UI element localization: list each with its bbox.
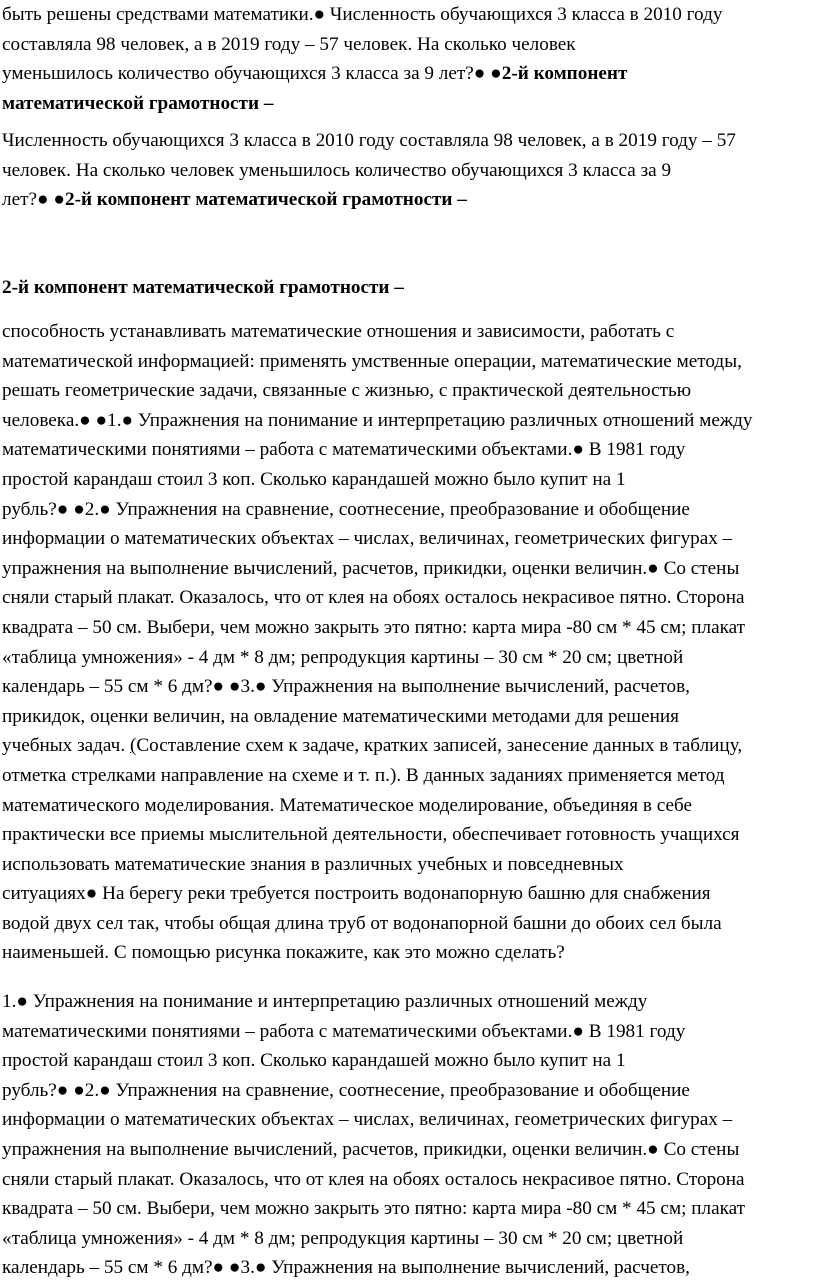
text-line (2, 0, 816, 30)
text-line (2, 1105, 816, 1135)
text-run: информации о математических объектах – числах, величинах, геометрических фигурах – (2, 1109, 733, 1131)
text-run: рубль?● ●2.● Упражнения на сравнение, соотнесение, преобразование и обобщение (2, 498, 690, 520)
text-run: использовать математические знания в различных учебных и повседневных (2, 853, 624, 875)
section-heading (2, 273, 816, 303)
text-line (2, 1135, 816, 1165)
text-run: простой карандаш стоил 3 коп. Сколько карандашей можно было купит на 1 (2, 1050, 626, 1072)
text-line (2, 987, 816, 1017)
text-run: рубль?● ●2.● Упражнения на сравнение, соотнесение, преобразование и обобщение (2, 1079, 690, 1101)
text-run: Численность обучающихся 3 класса в 2010 году составляла 98 человек, а в 2019 году – 57 (2, 130, 736, 151)
text-run: упражнения на выполнение вычислений, расчетов, прикидки, оценки величин.● Со стены (2, 1138, 740, 1160)
text-line (2, 376, 816, 406)
text-line (2, 554, 816, 584)
text-line (2, 59, 816, 89)
text-line (2, 643, 816, 673)
bold-text: математической грамотности – (2, 92, 274, 114)
text-run: квадрата – 50 см. Выбери, чем можно закрыть это пятно: карта мира -80 см * 45 см; плакат (2, 616, 746, 638)
text-run: составляла 98 человек, а в 2019 году – 57 человек. На сколько человек (2, 33, 576, 55)
text-line (2, 30, 816, 60)
text-run: простой карандаш стоил 3 коп. Сколько карандашей можно было купит на 1 (2, 468, 626, 490)
text-run: математическими понятиями – работа с математическими объектами.● В 1981 году (2, 439, 686, 461)
text-run: ситуациях● На берегу реки требуется построить водонапорную башню для снабжения (2, 883, 711, 905)
text-line (2, 731, 816, 761)
underlined-text: ( (129, 735, 137, 757)
text-line (2, 156, 816, 186)
text-line (2, 273, 816, 303)
paragraph (2, 0, 816, 118)
text-run: учебных задач. (2, 735, 130, 757)
text-run: квадрата – 50 см. Выбери, чем можно закрыть это пятно: карта мира -80 см * 45 см; плакат (2, 1198, 746, 1220)
text-run: человек. На сколько человек уменьшилось количество обучающихся 3 класса за 9 (2, 159, 672, 181)
text-run: сняли старый плакат. Оказалось, что от клея на обоях осталось некрасивое пятно. Сторона (2, 587, 745, 609)
text-run: уменьшилось количество обучающихся 3 класса за 9 лет?● ● (2, 63, 502, 85)
text-run: водой двух сел так, чтобы общая длина труб от водонапорной башни до обоих сел была (2, 912, 722, 934)
text-line (2, 702, 816, 732)
text-run: «таблица умножения» - 4 дм * 8 дм; репродукция картины – 30 см * 20 см; цветной (2, 646, 684, 668)
text-line (2, 1076, 816, 1106)
text-line (2, 791, 816, 821)
bold-text: 2-й компонент (501, 63, 628, 85)
paragraph (2, 126, 816, 215)
text-line (2, 347, 816, 377)
text-run: лет?● ● (2, 189, 65, 211)
text-run: способность устанавливать математические отношения и зависимости, работать с (2, 321, 675, 342)
text-line (2, 1165, 816, 1195)
text-line (2, 938, 816, 968)
text-run: отметка стрелками направление на схеме и т. п.). В данных заданиях применяется метод (2, 764, 725, 786)
text-line (2, 435, 816, 465)
text-run: прикидок, оценки величин, на овладение математическими методами для решения (2, 705, 679, 727)
text-line (2, 761, 816, 791)
text-run: 1.● Упражнения на понимание и интерпретацию различных отношений между (2, 991, 648, 1012)
text-run: решать геометрические задачи, связанные с жизнью, с практической деятельностью (2, 380, 692, 402)
text-line (2, 850, 816, 880)
text-run: сняли старый плакат. Оказалось, что от клея на обоях осталось некрасивое пятно. Сторона (2, 1168, 745, 1190)
text-line (2, 495, 816, 525)
text-run: упражнения на выполнение вычислений, расчетов, прикидки, оценки величин.● Со стены (2, 557, 740, 579)
text-line (2, 89, 816, 119)
text-line (2, 672, 816, 702)
text-run: Составление схем к задаче, кратких записей, занесение данных в таблицу, (136, 735, 743, 757)
text-line (2, 879, 816, 909)
text-line (2, 406, 816, 436)
text-run: быть решены средствами математики.● Численность обучающихся 3 класса в 2010 году (2, 4, 723, 25)
paragraph (2, 317, 816, 968)
text-run: математической информацией: применять умственные операции, математические методы, (2, 350, 742, 372)
paragraph (2, 987, 816, 1283)
text-line (2, 1194, 816, 1224)
bold-text: 2-й компонент математической грамотности – (64, 189, 467, 211)
text-line (2, 583, 816, 613)
text-line (2, 1017, 816, 1047)
text-line (2, 1253, 816, 1283)
text-line (2, 1224, 816, 1254)
text-line (2, 126, 816, 156)
text-run: информации о математических объектах – числах, величинах, геометрических фигурах – (2, 528, 733, 550)
text-line (2, 820, 816, 850)
text-run: «таблица умножения» - 4 дм * 8 дм; репродукция картины – 30 см * 20 см; цветной (2, 1227, 684, 1249)
text-line (2, 317, 816, 347)
text-run: математического моделирования. Математическое моделирование, объединяя в себе (2, 794, 693, 816)
text-run: математическими понятиями – работа с математическими объектами.● В 1981 году (2, 1020, 686, 1042)
text-line (2, 1046, 816, 1076)
text-line (2, 465, 816, 495)
text-run: практически все приемы мыслительной деятельности, обеспечивает готовность учащихся (2, 824, 740, 846)
bold-text: 2-й компонент математической грамотности – (2, 277, 404, 298)
text-run: календарь – 55 см * 6 дм?● ●3.● Упражнения на выполнение вычислений, расчетов, (2, 676, 690, 698)
text-line (2, 613, 816, 643)
text-line (2, 185, 816, 215)
text-run: человека.● ●1.● Упражнения на понимание и интерпретацию различных отношений между (2, 409, 753, 431)
text-line (2, 524, 816, 554)
text-line (2, 909, 816, 939)
text-run: наименьшей. С помощью рисунка покажите, как это можно сделать? (2, 942, 565, 964)
text-run: календарь – 55 см * 6 дм?● ●3.● Упражнения на выполнение вычислений, расчетов, (2, 1257, 690, 1279)
